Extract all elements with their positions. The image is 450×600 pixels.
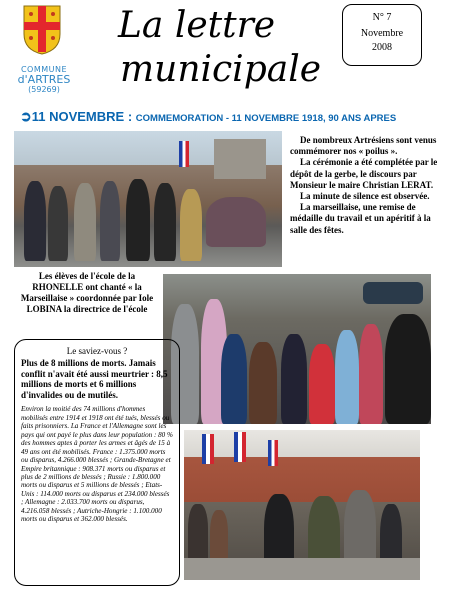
- newsletter-title: [118, 4, 322, 92]
- did-you-know-title: Le saviez-vous ?: [66, 346, 128, 356]
- issue-year: 2008: [372, 42, 392, 53]
- commune-label: [6, 66, 82, 94]
- children-photo: [163, 274, 431, 424]
- issue-number: N° 7: [372, 12, 392, 23]
- title-line-1: La lettre: [118, 5, 276, 46]
- crowd-photo: [184, 430, 420, 580]
- issue-box: [342, 4, 422, 66]
- headline-rest: COMMEMORATION - 11 NOVEMBRE 1918, 90 ANS APRES: [135, 113, 397, 124]
- intro-paragraph: La cérémonie a été complétée par le dépôt de la gerbe, le discours par Monsieur le maire Christian LERAT.: [290, 157, 438, 190]
- arrow-right-icon: ➲: [20, 108, 32, 124]
- title-line-2: municipale: [120, 49, 322, 90]
- intro-paragraph: La marseillaise, une remise de médaille du travail et un apéritif à la salle des fêtes.: [290, 202, 431, 235]
- headline-date: 11 NOVEMBRE :: [31, 109, 133, 124]
- did-you-know-body: Environ la moitié des 74 millions d'hommes mobilisés entre 1914 et 1918 ont été tués, blessés ou faits prisonniers. La France et l'Allemagne sont les pays qui ont payé le plus dans leur population : 80 % des hommes aptes à porter les armes et âgés de 15 à 49 ans ont été mobilisés. France : 1.375.000 morts ou disparus, 4.266.000 blessés ; Grande-Bretagne et Empire britannique : 908.371 morts ou disparus et plus de 2 millions de blessés ; Russie : 1.800.000 morts ou disparus et 5 millions de blessés ; Etats-Unis : 114.000 morts ou disparus et 234.000 blessés ; Allemagne : 2.033.700 morts ou disparus, 4.216.058 blessés ; Autriche-Hongrie : 1.100.000 morts ou disparus et 362.000 blessés.: [21, 405, 173, 524]
- did-you-know-lead: Plus de 8 millions de morts. Jamais conflit n'avait été aussi meurtrier : 8,5 millions de morts et 6 millions d'invalides ou de mutilés.: [21, 358, 168, 400]
- intro-paragraph: De nombreux Artrésiens sont venus commémorer nos « poilus ».: [290, 135, 437, 157]
- commune-crest: [22, 4, 62, 56]
- intro-paragraph: La minute de silence est observée.: [300, 191, 430, 202]
- headline: [20, 108, 440, 125]
- intro-text: [290, 135, 440, 236]
- did-you-know-box: [14, 339, 180, 586]
- commune-postcode: (59269): [28, 84, 60, 94]
- issue-month: Novembre: [360, 28, 404, 39]
- ceremony-photo: [14, 131, 282, 267]
- photo-caption: Les élèves de l'école de la RHONELLE ont chanté « la Marseillaise » coordonnée par Iole LOBINA la directrice de l'école: [20, 271, 154, 314]
- commune-word: COMMUNE: [20, 65, 68, 74]
- commune-name: d'ARTRES: [17, 73, 71, 87]
